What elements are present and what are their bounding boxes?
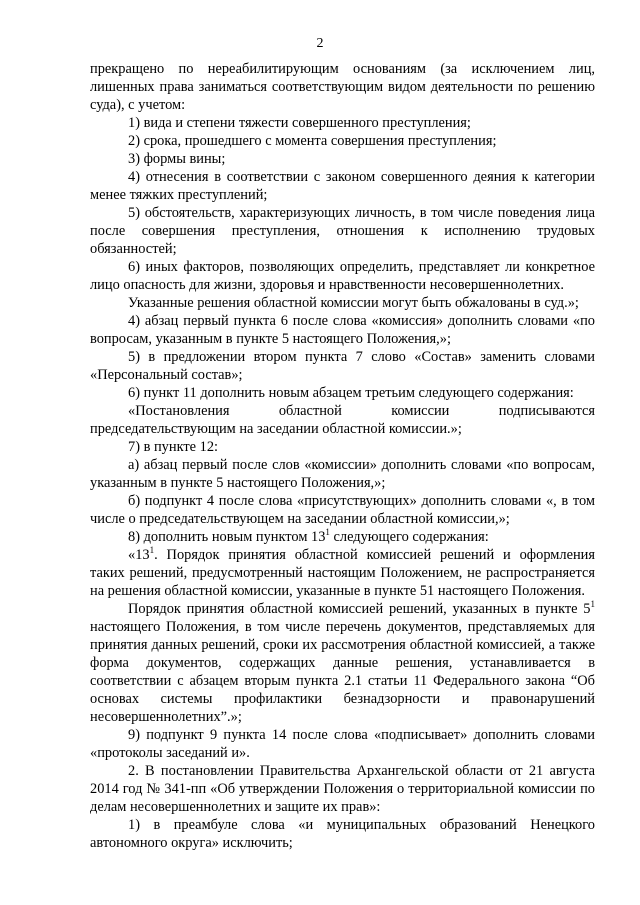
paragraph-text: 1) вида и степени тяжести совершенного преступления;: [128, 115, 471, 131]
paragraph: [90, 600, 595, 726]
paragraph: [90, 132, 595, 150]
paragraph-text: 9) подпункт 9 пункта 14 после слова «подписывает» дополнить словами «протоколы заседаний и».: [90, 727, 595, 761]
paragraph-text: 8) дополнить новым пунктом 13: [128, 529, 326, 545]
superscript: 1: [325, 527, 330, 538]
paragraph: [90, 168, 595, 204]
paragraph: [90, 384, 595, 402]
paragraph-text: 4) абзац первый пункта 6 после слова «комиссия» дополнить словами «по вопросам, указанным в пункте 5 настоящего Положения,»;: [90, 313, 595, 347]
paragraph-text: прекращено по нереабилитирующим основаниям (за исключением лиц, лишенных права заниматься соответствующим видом деятельности по решению суда), с учетом:: [90, 61, 595, 113]
superscript: 1: [590, 599, 595, 610]
paragraph: [90, 312, 595, 348]
paragraph-text: а) абзац первый после слов «комиссии» дополнить словами «по вопросам, указанным в пункте 5 настоящего Положения,»;: [90, 457, 595, 491]
paragraph: [90, 402, 595, 438]
paragraph-text: 7) в пункте 12:: [128, 439, 219, 455]
paragraph-text: Указанные решения областной комиссии могут быть обжалованы в суд.»;: [128, 295, 579, 311]
paragraph: [90, 60, 595, 114]
paragraph-text: б) подпункт 4 после слова «присутствующих» дополнить словами «, в том числе о председательствующем на заседании областной комиссии,»;: [90, 493, 595, 527]
superscript: 1: [149, 545, 155, 556]
paragraph-text-continued: . Порядок принятия областной комиссией решений и оформления таких решений, предусмотренный настоящим Положением, не распространяется на решения областной комиссии, указанные в пункте 51 настоящего Положения.: [90, 547, 595, 599]
paragraph: [90, 348, 595, 384]
document-body: [90, 60, 595, 852]
paragraph: [90, 438, 595, 456]
paragraph: [90, 150, 595, 168]
paragraph: [90, 492, 595, 528]
paragraph-text: 6) иных факторов, позволяющих определить, представляет ли конкретное лицо опасность для жизни, здоровья и нравственности несовершеннолетних.: [90, 259, 595, 293]
paragraph-text: 5) обстоятельств, характеризующих личность, в том числе поведения лица после совершения преступления, отношения к исполнению трудовых обязанностей;: [90, 205, 595, 257]
paragraph-text: 2) срока, прошедшего с момента совершения преступления;: [128, 133, 497, 149]
paragraph: [90, 762, 595, 816]
paragraph-text-continued: следующего содержания:: [329, 529, 489, 545]
paragraph-text: 3) формы вины;: [128, 151, 226, 167]
paragraph-text: 5) в предложении втором пункта 7 слово «Состав» заменить словами «Персональный состав»;: [90, 349, 595, 383]
paragraph: [90, 726, 595, 762]
paragraph: [90, 456, 595, 492]
paragraph: [90, 114, 595, 132]
paragraph-text: 2. В постановлении Правительства Архангельской области от 21 августа 2014 год № 341-пп «Об утверждении Положения о территориальной комиссии по делам несовершеннолетних и защите их прав»:: [90, 763, 595, 815]
paragraph: [90, 204, 595, 258]
paragraph-text: 6) пункт 11 дополнить новым абзацем третьим следующего содержания:: [128, 385, 574, 401]
paragraph-text: «13: [128, 547, 150, 563]
paragraph: [90, 816, 595, 852]
page-number: 2: [316, 36, 324, 51]
paragraph: [90, 546, 595, 600]
paragraph: [90, 258, 595, 294]
paragraph-text: «Постановления областной комиссии подписываются председательствующим на заседании областной комиссии.»;: [90, 403, 595, 437]
paragraph-text-continued: настоящего Положения, в том числе перечень документов, представляемых для принятия данных решений, сроки их рассмотрения областной комиссией, а также форма документов, содержащих данные решения, устанавливается в соответствии с абзацем вторым пункта 2.1 статьи 11 Федерального закона “Об основах системы профилактики безнадзорности и правонарушений несовершеннолетних”.»;: [90, 619, 595, 725]
paragraph-text: Порядок принятия областной комиссией решений, указанных в пункте 5: [128, 601, 591, 617]
paragraph: [90, 294, 595, 312]
paragraph-text: 1) в преамбуле слова «и муниципальных образований Ненецкого автономного округа» исключить;: [90, 817, 595, 851]
paragraph-text: 4) отнесения в соответствии с законом совершенного деяния к категории менее тяжких преступлений;: [90, 169, 595, 203]
paragraph: [90, 528, 595, 546]
